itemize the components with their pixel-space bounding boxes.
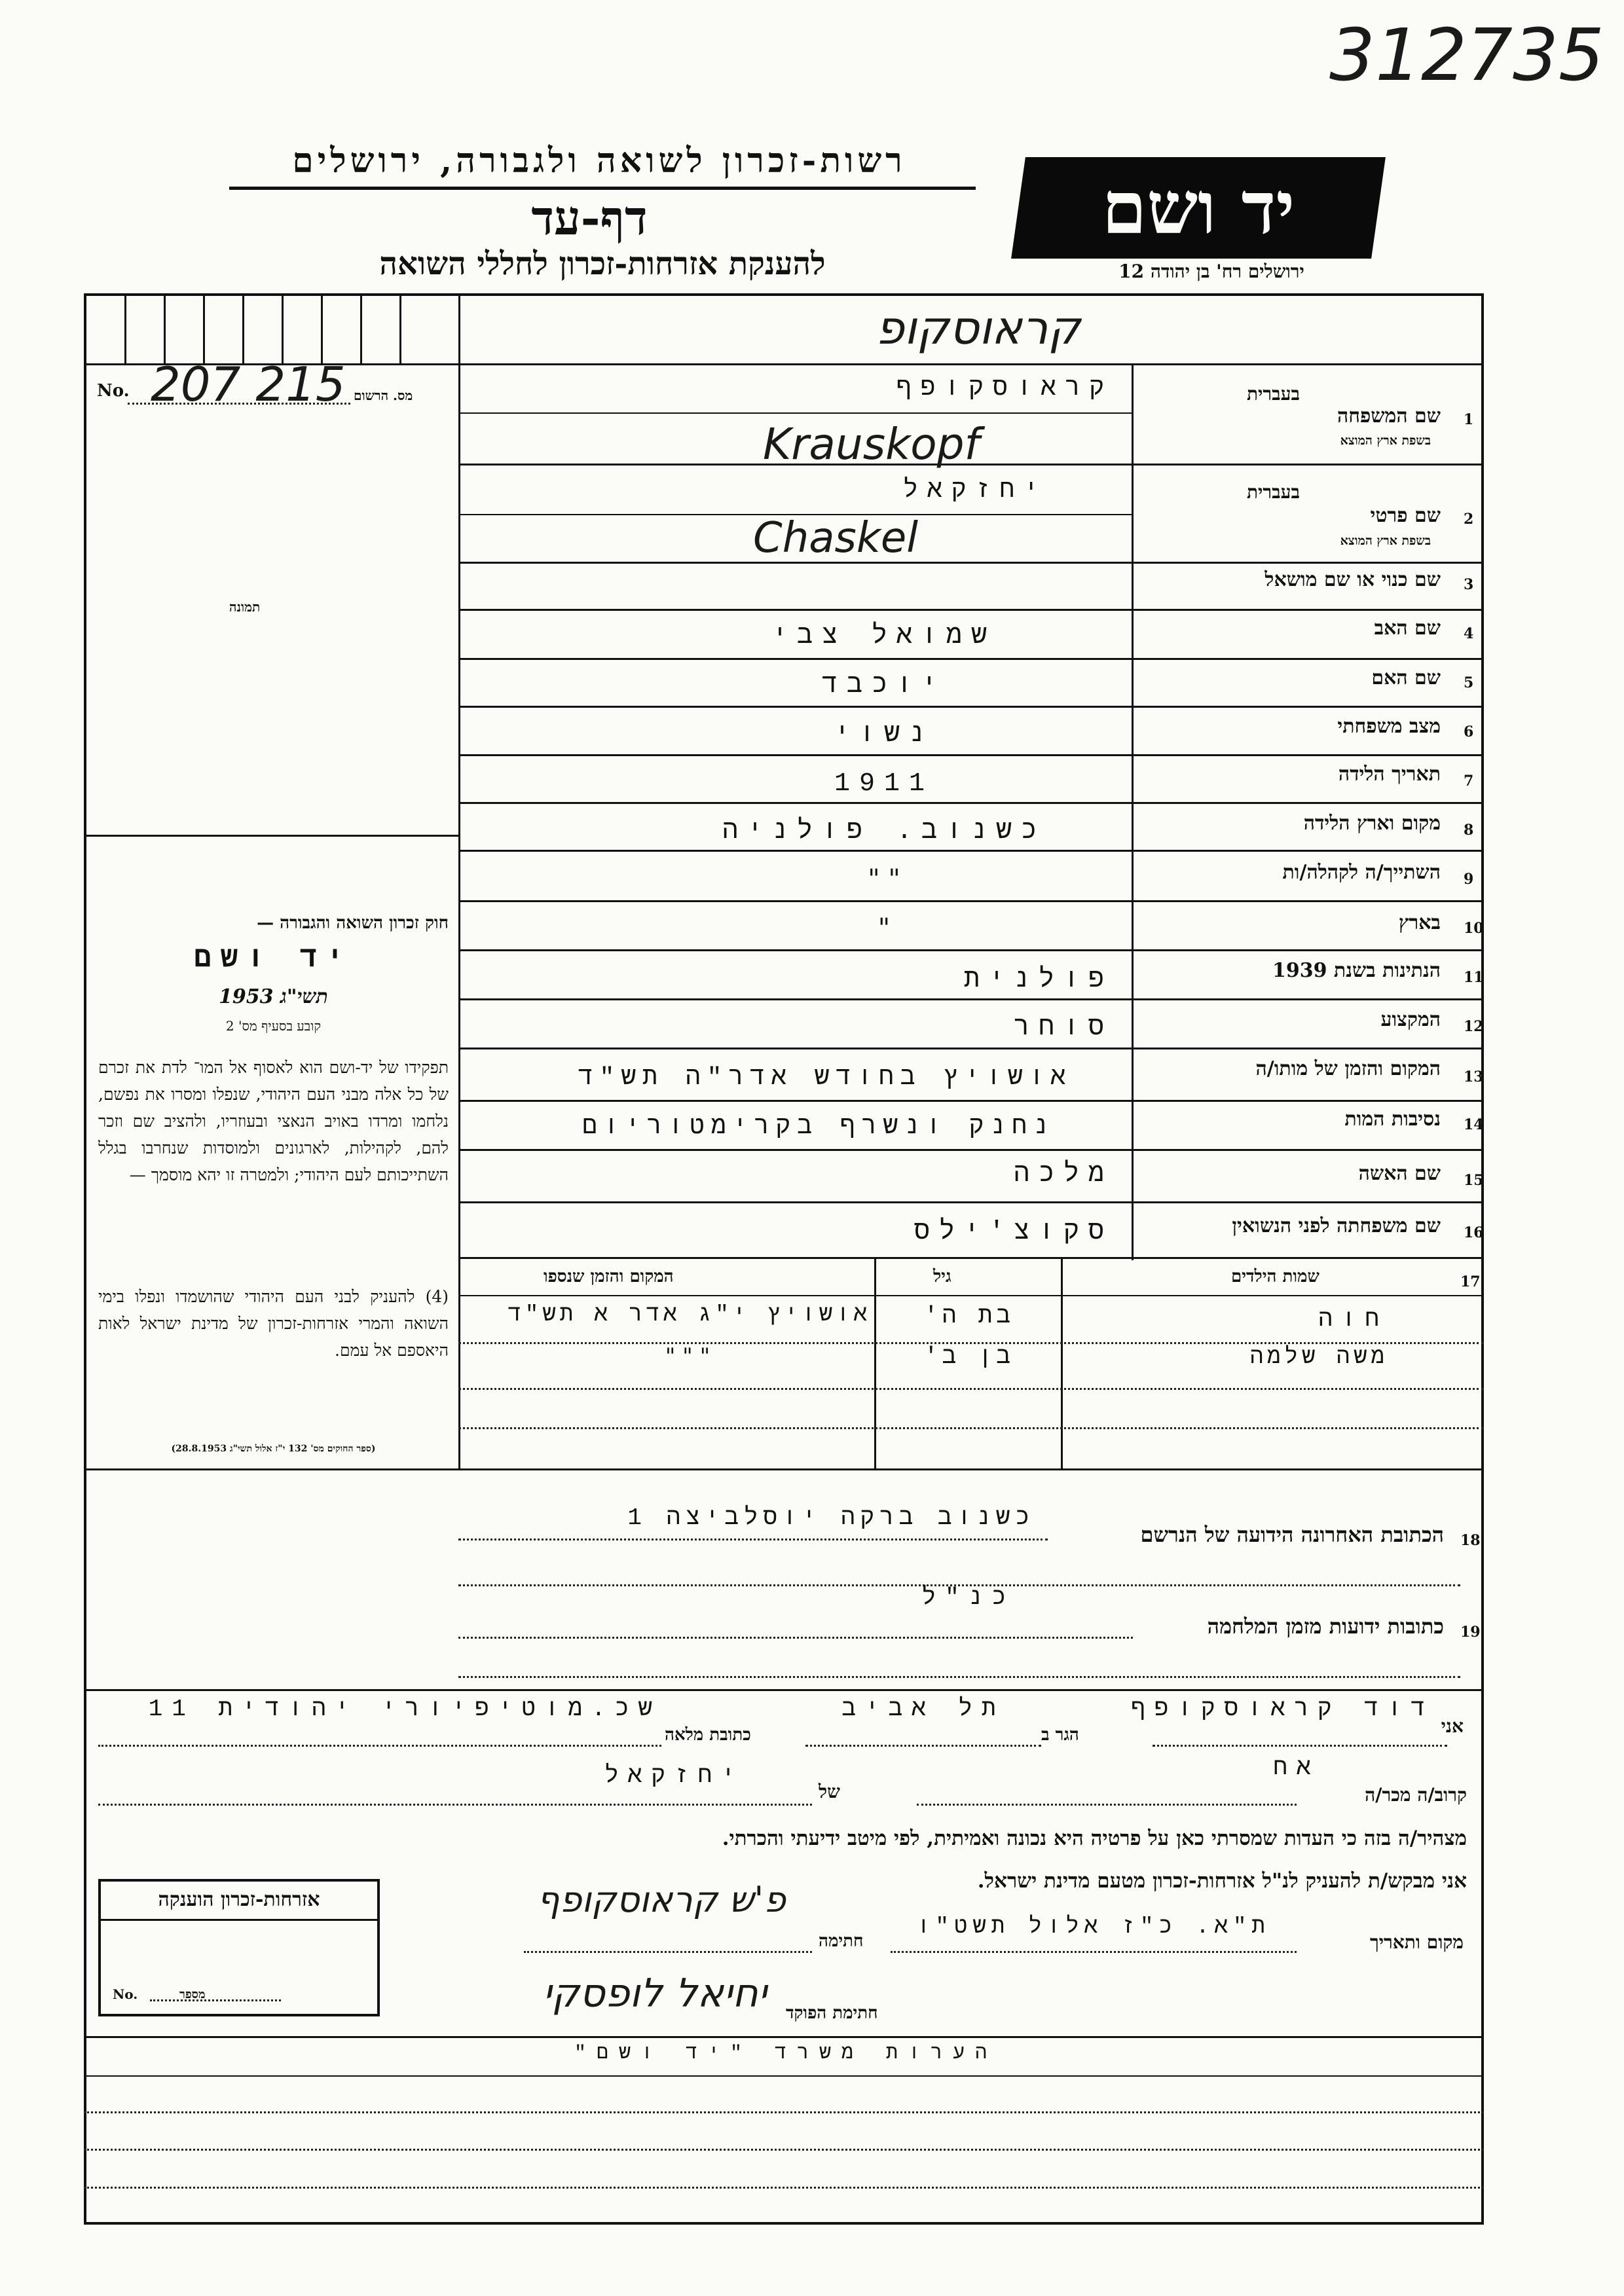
field-line-4 xyxy=(458,658,1484,660)
field-value-birthplace: כשנוב. פולניה xyxy=(722,817,1046,847)
field-value-father: שמואל צבי xyxy=(771,622,997,651)
field-label-father: שם האב xyxy=(1374,617,1441,640)
children-header-line xyxy=(458,1295,1484,1296)
field-sublabel-origin: בשפת ארץ המוצא xyxy=(1340,433,1431,448)
children-header-place: המקום והזמן שנספו xyxy=(544,1267,674,1286)
decl-officer-label: חתימת הפוקד xyxy=(786,2003,878,2023)
law-name: יד ושם xyxy=(194,943,353,975)
decl-declarant-line xyxy=(1153,1745,1447,1747)
field1-split xyxy=(458,412,1132,414)
remarks-line-3 xyxy=(84,2187,1484,2189)
law-reference: (ספר החוקים מס' 132 י"ז אלול תשי"ג 28.8.1953) xyxy=(171,1444,376,1454)
child-age: בת ה' xyxy=(923,1303,1015,1330)
remarks-header-line xyxy=(84,2075,1484,2077)
child-age: בן ב' xyxy=(923,1343,1015,1370)
stamp-box-title: אזרחות-זכרון הוענקה xyxy=(158,1888,320,1911)
decl-of-name: יחזקאל xyxy=(604,1762,745,1789)
decl-relation: אח xyxy=(1273,1755,1320,1781)
decl-signature-label: חתימה xyxy=(819,1931,864,1951)
field-number: 13 xyxy=(1464,1068,1484,1085)
field-label-death-circumstances: נסיבות המות xyxy=(1344,1108,1441,1131)
field-value-mother: יוכבד xyxy=(821,671,947,701)
logo-address: ירושלים רח' בן יהודה 12 xyxy=(1118,261,1304,282)
field-value-surname-hebrew: קראוסקופף xyxy=(896,374,1113,403)
field-label-community: השתייך/ה לקהלה/ות xyxy=(1282,861,1441,884)
field-line-12 xyxy=(458,1048,1484,1049)
decl-resident-label: הגר ב xyxy=(1041,1725,1079,1745)
field-value-first-name-latin: Chaskel xyxy=(753,514,919,562)
stamp-box-number-line xyxy=(150,1999,281,2001)
address-section-bottom xyxy=(84,1689,1484,1691)
field-value-wife-maiden: סקוצ'ילס xyxy=(913,1218,1113,1247)
field-label-mother: שם האם xyxy=(1371,666,1441,689)
field-value-death-place-time: אושויץ בחודש אדר"ה תש"ד xyxy=(578,1064,1073,1092)
field-value-war-addresses: כנ"ל xyxy=(921,1584,1015,1611)
field-label-surname: שם המשפחה xyxy=(1337,405,1441,428)
child-place: " " " xyxy=(665,1343,710,1370)
field-number: 9 xyxy=(1464,871,1474,888)
field-label-birthdate: תאריך הלידה xyxy=(1338,763,1441,786)
field-number: 11 xyxy=(1464,969,1484,986)
children-row-line-3 xyxy=(458,1427,1484,1429)
decl-street-line xyxy=(98,1745,661,1747)
field-line-14 xyxy=(458,1149,1484,1151)
box-div-4 xyxy=(242,293,244,363)
child-name: משה שלמה xyxy=(1249,1345,1388,1370)
field-line-10 xyxy=(458,949,1484,951)
citizenship-granted-box xyxy=(98,1879,380,2016)
remarks-title: הערות משרד "יד ושם" xyxy=(574,2043,998,2065)
field-line-16 xyxy=(458,1257,1484,1259)
field-number: 16 xyxy=(1464,1224,1484,1241)
yad-vashem-logo xyxy=(1011,157,1386,259)
stamp-box-no-label: No. xyxy=(113,1986,138,2002)
field-line-8 xyxy=(458,850,1484,852)
field-value-surname-latin: Krauskopf xyxy=(763,419,980,469)
law-year: תשי"ג 1953 xyxy=(219,985,328,1008)
decl-city-line xyxy=(805,1745,1041,1747)
field-line-2 xyxy=(458,562,1484,564)
field-number: 3 xyxy=(1464,576,1474,593)
field-number: 8 xyxy=(1464,822,1474,839)
field-line-13 xyxy=(458,1100,1484,1102)
field-line-6 xyxy=(458,754,1484,756)
logo-text: יד ושם xyxy=(1101,166,1295,250)
field-value-wife: מלכה xyxy=(1013,1160,1113,1190)
field-number: 2 xyxy=(1464,511,1474,528)
remarks-line-1 xyxy=(84,2111,1484,2113)
field-value-last-address: כשנוב ברקה יוסלביצה 1 xyxy=(627,1504,1035,1531)
field-label-first-name: שם פרטי xyxy=(1370,504,1441,527)
children-field-number: 17 xyxy=(1460,1273,1481,1290)
children-col-divider-1 xyxy=(1061,1257,1063,1468)
box-div-2 xyxy=(164,293,166,363)
law-text-purpose: תפקידו של יד-ושם הוא לאסוף אל המו־ לדת את זכרם של כל אלה מבני העם היהודי, שנפלו ומסרו את נפשם, נלחמו ומרדו באויב הנאצי ובעוזריו, ולהציב שם וזכר להם, לקהילות, לארגונים ולמוסדות שנחרבו בגלל השתייכותם לעם היהודי; ולמטרה זו יהא מוסמך — xyxy=(98,1058,449,1184)
field-value-country: " xyxy=(877,913,891,943)
decl-place-date: ת"א. כ"ז אלול תשט"ו xyxy=(917,1915,1270,1940)
field-label-birthplace: מקום וארץ הלידה xyxy=(1303,812,1441,835)
law-text-citizenship: (4) להעניק לבני העם היהודי שהושמדו ונפלו בימי השואה והמרי אזרחות-זכרון של מדינת ישראל לאות היאספם אל עמם. xyxy=(98,1287,449,1360)
decl-place-date-label: מקום ותאריך xyxy=(1369,1931,1464,1953)
children-header-names: שמות הילדים xyxy=(1231,1267,1320,1286)
children-header-age: גיל xyxy=(933,1267,951,1286)
authority-title: רשות-זכרון לשואה ולגבורה, ירושלים xyxy=(292,141,906,181)
field-label-wife-maiden: שם משפחתה לפני הנשואין xyxy=(1232,1214,1441,1237)
field-number: 19 xyxy=(1460,1624,1481,1641)
decl-relation-line xyxy=(917,1804,1297,1806)
officer-signature: יחיאל לופסקי xyxy=(542,1971,767,2016)
decl-declarant: דוד קראוסקופף xyxy=(1131,1696,1434,1722)
field-label-death-place-time: המקום והזמן של מותו/ה xyxy=(1255,1057,1441,1080)
children-table-bottom xyxy=(84,1468,1484,1470)
field-label-marital: מצב משפחתי xyxy=(1337,715,1441,738)
field-label-last-address: הכתובת האחרונה הידועה של הנרשם xyxy=(1140,1522,1444,1547)
handwritten-surname-top: קראוסקופ xyxy=(876,301,1080,355)
photo-label: תמונה xyxy=(229,599,261,615)
left-panel-divider xyxy=(458,293,460,1468)
reg-label: מס. הרשום xyxy=(354,388,413,403)
box-div-5 xyxy=(282,293,284,363)
child-place: אושויץ י"ג אדר א תש"ד xyxy=(507,1303,871,1328)
field-line-15 xyxy=(458,1201,1484,1203)
decl-statement-request: אני מבקש/ת להעניק לנ"ל אזרחות-זכרון מטעם מדינת ישראל. xyxy=(977,1869,1467,1893)
stamp-box-number-label: מספר xyxy=(179,1988,206,2001)
address-line-3 xyxy=(458,1637,1133,1639)
field-label-wife: שם האשה xyxy=(1358,1162,1441,1185)
field-number: 4 xyxy=(1464,625,1474,642)
field-label-country: בארץ xyxy=(1398,911,1441,934)
field-number: 10 xyxy=(1464,920,1484,937)
form-subtitle: להענקת אזרחות-זכרון לחללי השואה xyxy=(379,246,826,282)
decl-street: שכ.מוטיפיורי יהודית 11 xyxy=(148,1696,661,1722)
field-value-community: " " xyxy=(868,864,900,894)
decl-relative-label: קרוב/ה מכר/ה xyxy=(1365,1784,1467,1806)
field-value-birthdate: 1911 xyxy=(834,769,934,799)
remarks-line-2 xyxy=(84,2149,1484,2151)
archive-number: 312735 xyxy=(1329,13,1604,97)
field-value-profession: סוחר xyxy=(1013,1013,1113,1043)
field-value-death-circumstances: נחנק ונשרף בקרימטוריום xyxy=(582,1113,1055,1141)
child-name: חוה xyxy=(1318,1306,1388,1333)
field-line-7 xyxy=(458,802,1484,804)
field-value-marital: נשוי xyxy=(834,720,934,750)
field-sublabel-hebrew: בעברית xyxy=(1246,383,1300,405)
field-sublabel-hebrew: בעברית xyxy=(1246,481,1300,503)
field-number: 14 xyxy=(1464,1116,1484,1133)
reg-number: 207 215 xyxy=(151,357,346,412)
field-value-citizenship: פולנית xyxy=(963,966,1113,995)
decl-address-label: כתובת מלאה xyxy=(665,1725,751,1745)
address-line-4 xyxy=(458,1676,1460,1678)
field-label-profession: המקצוע xyxy=(1380,1008,1441,1031)
remarks-top-line xyxy=(84,2036,1484,2038)
reg-no-label: No. xyxy=(97,381,130,401)
field-line-11 xyxy=(458,998,1484,1000)
box-div-6 xyxy=(321,293,323,363)
box-div-8 xyxy=(399,293,401,363)
field-line-5 xyxy=(458,706,1484,708)
field-number: 12 xyxy=(1464,1018,1484,1035)
decl-place-date-line xyxy=(891,1951,1297,1953)
law-title: חוק זכרון השואה והגבורה — xyxy=(257,913,449,933)
decl-city: תל אביב xyxy=(841,1696,1005,1722)
form-title: דף-עד xyxy=(531,190,648,246)
field-label-citizenship: הנתינות בשנת 1939 xyxy=(1272,959,1441,982)
law-clause: קובע בסעיף מס' 2 xyxy=(225,1018,322,1034)
declarant-signature: פ'ש קראוסקופף xyxy=(537,1879,786,1920)
field-number: 15 xyxy=(1464,1172,1484,1189)
label-column-divider xyxy=(1132,363,1134,1260)
box-div-3 xyxy=(203,293,205,363)
field-value-first-name-hebrew: יחזקאל xyxy=(903,477,1048,505)
field-line-3 xyxy=(458,609,1484,611)
box-div-1 xyxy=(124,293,126,363)
field-line-9 xyxy=(458,900,1484,902)
decl-statement-truth: מצהיר/ה בזה כי העדות שמסרתי כאן על פרטיה היא נכונה ואמיתית, לפי מיטב ידיעתי והכרתי. xyxy=(722,1827,1467,1850)
decl-of-line xyxy=(98,1804,812,1806)
photo-box-bottom xyxy=(84,835,460,837)
field-number: 5 xyxy=(1464,674,1474,691)
box-div-7 xyxy=(360,293,362,363)
field-sublabel-origin: בשפת ארץ המוצא xyxy=(1340,534,1431,548)
field-number: 18 xyxy=(1460,1532,1481,1549)
field-number: 6 xyxy=(1464,723,1474,740)
field-number: 1 xyxy=(1464,411,1474,428)
decl-of-label: של xyxy=(819,1781,840,1802)
field-number: 7 xyxy=(1464,773,1474,790)
field-label-war-addresses: כתובות ידועות מזמן המלחמה xyxy=(1207,1614,1444,1639)
decl-ani: אני xyxy=(1441,1715,1464,1737)
address-line-1 xyxy=(458,1539,1048,1540)
children-row-line-2 xyxy=(458,1388,1484,1390)
decl-signature-line xyxy=(524,1951,812,1953)
children-col-divider-2 xyxy=(874,1257,876,1468)
field-label-nickname: שם כנוי או שם מושאל xyxy=(1264,568,1441,591)
